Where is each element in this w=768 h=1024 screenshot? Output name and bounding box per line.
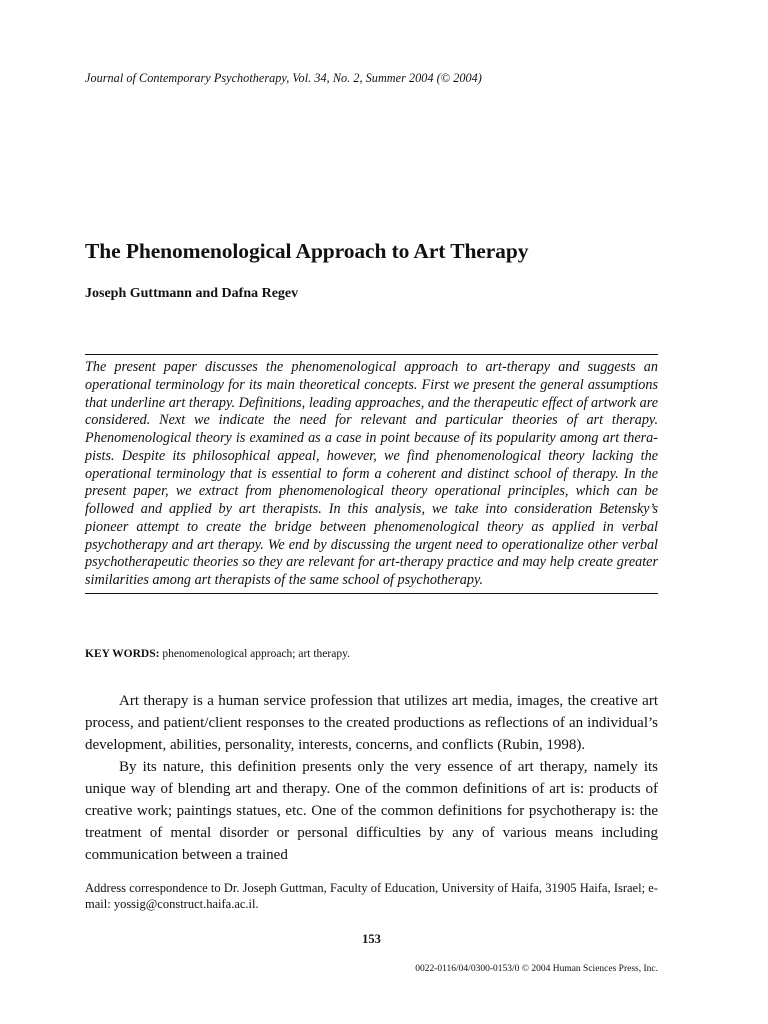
journal-citation: Journal of Contemporary Psychotherapy, Vol. 34, No. 2, Summer 2004 (© 2004) — [85, 71, 482, 85]
keywords-line — [85, 648, 350, 660]
keywords-terms: phenomenological approach; art therapy. — [162, 648, 350, 660]
article-page — [85, 0, 658, 1024]
abstract-section — [85, 354, 658, 594]
body-paragraph: By its nature, this definition presents only the very essence of art therapy, namely its unique way of blending art and therapy. One of the common definitions of art is: products of creative work; paintings statues, etc. One of the common definitions for psychotherapy is: the treatment of mental disorder or personal difficulties by any of various means including communication between a trained — [85, 759, 658, 863]
abstract-text: The present paper discusses the phenomenological approach to art-therapy and suggests an operational terminology for its main theoretical concepts. First we present the general assumptions that underline art therapy. Definitions, leading approaches, and the therapeutic effect of artwork are considered. Next we indicate the need for relevant and particular theories of art therapy. Phenomenological theory is examined as a case in point because of its popularity among art therapists. Despite its philosophical appeal, however, we find phenomenological theory lacking the operational terminology that is essential to form a coherent and distinct school of therapy. In the present paper, we extract from phenomenological theory operational principles, which can be followed and applied by art therapists. In this analysis, we take into consideration Betensky’s pioneer attempt to create the bridge between phenomenological theory as applied in verbal psychotherapy and art therapy. We end by discussing the urgent need to operationalize other verbal psychotherapeutic theories so they are relevant for art-therapy practice and may help create greater similarities among art therapists of the same school of psychotherapy. — [85, 359, 658, 588]
correspondence-footnote: Address correspondence to Dr. Joseph Guttman, Faculty of Education, University of Haifa, 31905 Haifa, Israel; e-mail: yossig@construct.haifa.ac.il. — [85, 881, 658, 911]
article-authors: Joseph Guttmann and Dafna Regev — [85, 286, 299, 301]
body-text — [85, 690, 658, 866]
page-number: 153 — [362, 932, 381, 946]
keywords-label: KEY WORDS: — [85, 648, 160, 660]
article-title: The Phenomenological Approach to Art Therapy — [85, 239, 529, 263]
copyright-line: 0022-0116/04/0300-0153/0 © 2004 Human Sciences Press, Inc. — [415, 964, 658, 974]
body-paragraph: Art therapy is a human service profession that utilizes art media, images, the creative art process, and patient/client responses to the created productions as reflections of an individual’s development, abilities, personality, interests, concerns, and conflicts (Rubin, 1998). — [85, 693, 658, 753]
